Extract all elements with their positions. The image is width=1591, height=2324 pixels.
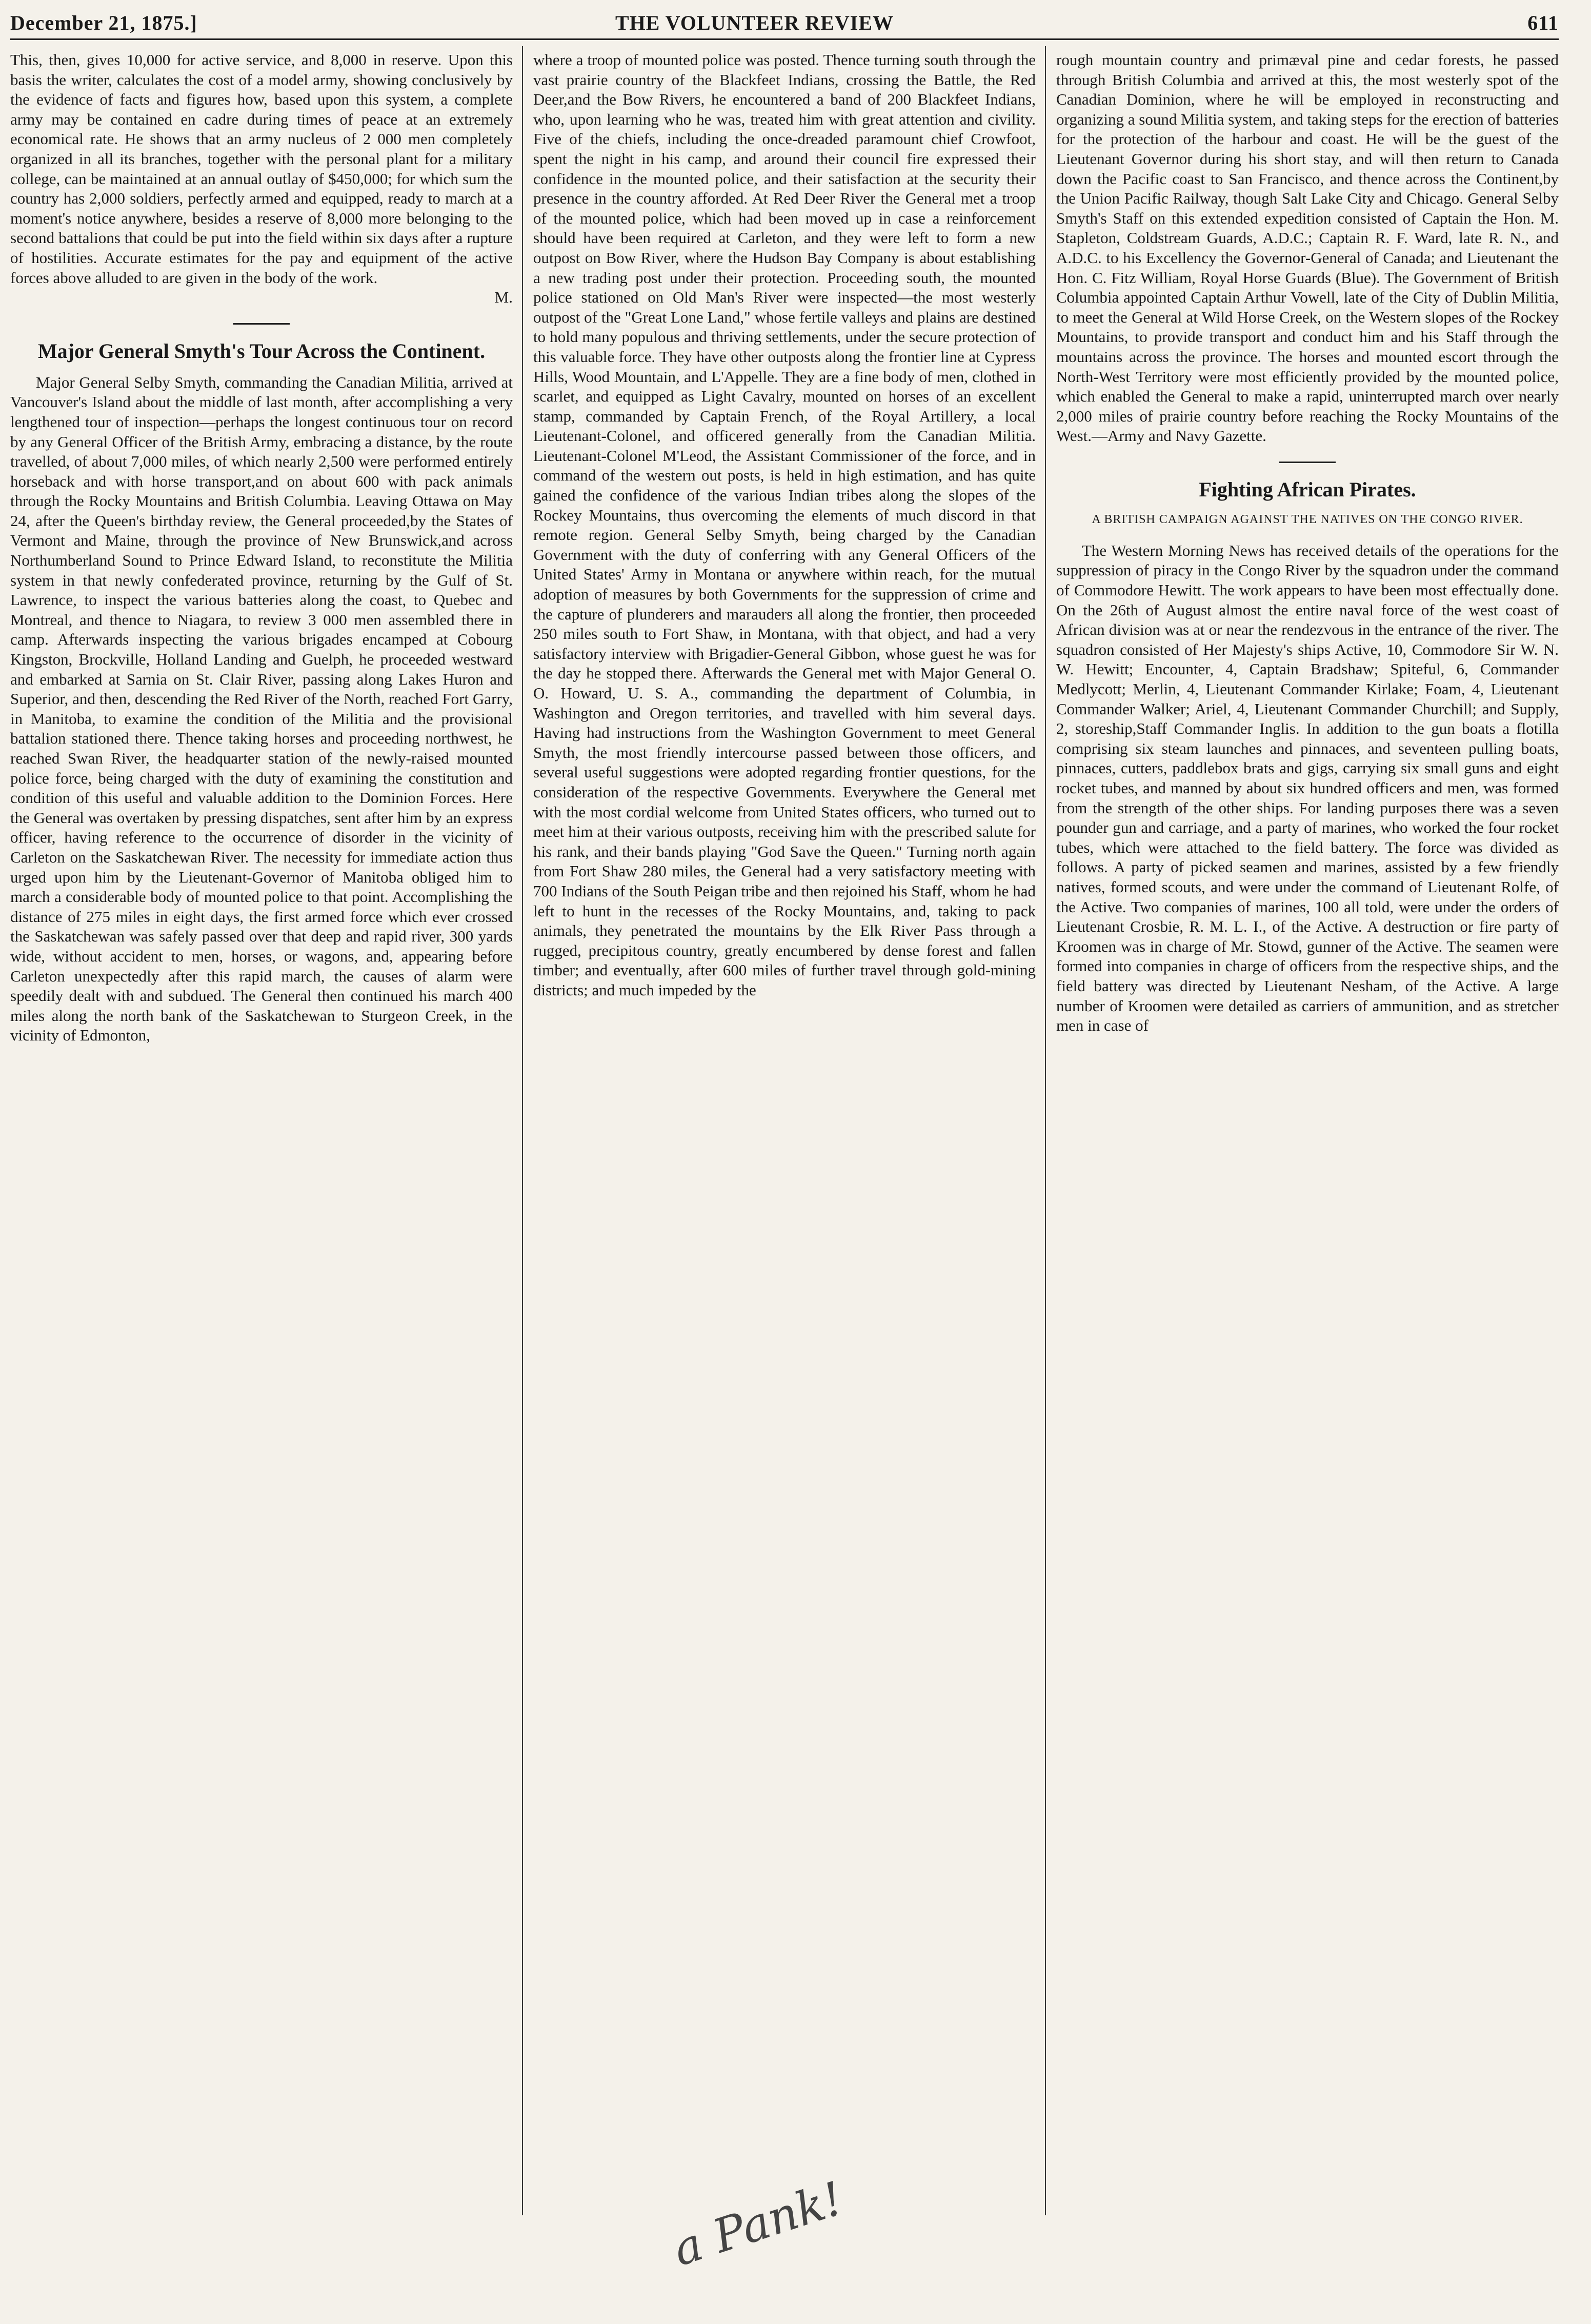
article-2-paragraph-2: where a troop of mounted police was posted. Thence turning south through the vast prairie country of the Blackfeet Indians, crossing the Battle, the Red Deer,and the Bow Rivers, he encountered a band of 200 Blackfeet Indians, who, upon learning who he was, treated him with great attention and civility. Five of the chiefs, including the once-dreaded paramount chief Crowfoot, spent the night in his camp, and around their council fire expressed their confidence in the mounted police, and their satisfaction at the security their presence in the country afforded. At Red Deer River the General met a troop of the mounted police, which had been moved up in case a reinforcement should have been required at Carleton, and they were left to form a new outpost on Bow River, where the Hudson Bay Company is about establishing a new trading post under their protection. Proceeding south, the mounted police stationed on Old Man's River were inspected—the most westerly outpost of the "Great Lone Land," whose fertile valleys and plains are destined to hold many populous and thriving settlements, under the secure protection of this valuable force. They have other outposts along the frontier line at Cypress Hills, Wood Mountain, and L'Appelle. They are a fine body of men, clothed in scarlet, and equipped as Light Cavalry, mounted on horses of an excellent stamp, commanded by Captain French, of the Royal Artillery, a local Lieutenant-Colonel, and officered generally from the Canadian Militia. Lieutenant-Colonel M'Leod, the Assistant Commissioner of the force, and in command of the western out posts, is held in high estimation, and has quite gained the confidence of the various Indian tribes along the slopes of the Rockey Mountains, thus overcoming the elements of much discord in that remote region. General Selby Smyth, being charged by the Canadian Government with the duty of conferring with any General Officers of the United States' Army in Montana or anywhere within reach, for the mutual adoption of measures by both Governments for the suppression of crime and the capture of plunderers and marauders all along the frontier, then proceeded 250 miles south to Fort Shaw, in Montana, with that object, and had a very satisfactory interview with Brigadier-General Gibbon, whose guest he was for the day he stopped there. Afterwards the General met with Major General O. O. Howard, U. S. A., commanding the department of Columbia, in Washington and Oregon territories, and travelled with him several days. Having had instructions from the Washington Government to meet General Smyth, the most friendly intercourse passed between those officers, and several useful suggestions were adopted regarding frontier questions, for the consideration of the respective Governments. Everywhere the General met with the most cordial welcome from United States officers, who turned out to meet him at their various outposts, receiving him with the prescribed salute for his rank, and their bands playing "God Save the Queen." Turning north again from Fort Shaw 280 miles, the General had a very satisfactory meeting with 700 Indians of the South Peigan tribe and then rejoined his Staff, whom he had left to hunt in the recesses of the Rocky Mountains, and, taking to pack animals, they penetrated the mountains by the Elk River Pass through a rugged, precipitous country, greatly encumbered by dense forest and fallen timber; and eventually, after 600 miles of further travel through gold-mining districts; and much impeded by the xyxy=(533,51,1036,999)
publication-title: THE VOLUNTEER REVIEW xyxy=(615,11,894,34)
page-number: 611 xyxy=(1527,11,1559,34)
column-1 xyxy=(10,50,513,2219)
article-1-text: This, then, gives 10,000 for active service, and 8,000 in reserve. Upon this basis the writer, calculates the cost of a model army, showing conclusively by the evidence of facts and figures how, based upon this system, a complete army may be contained en cadre during times of peace at an extremely economical rate. He shows that an army nucleus of 2 000 men completely organized in all its branches, together with the personal plant for a military college, can be maintained at an annual outlay of $450,000; for which sum the country has 2,000 soldiers, perfectly armed and equipped, ready to march at a moment's notice anywhere, besides a reserve of 8,000 more belonging to the second battalions that could be put into the field within six days after a rupture of hostilities. Accurate estimates for the pay and equipment of the active forces above alluded to are given in the body of the work. xyxy=(10,51,513,287)
page-header xyxy=(10,8,1559,40)
column-3 xyxy=(1056,50,1559,2219)
issue-date: December 21, 1875.] xyxy=(10,11,197,34)
article-3-subtitle: A BRITISH CAMPAIGN AGAINST THE NATIVES ON THE CONGO RIVER. xyxy=(1092,512,1523,526)
handwritten-note: a Pank! xyxy=(667,2171,850,2277)
article-1-signature: M. xyxy=(494,288,513,307)
article-3-text: The Western Morning News has received details of the operations for the suppression of piracy in the Congo River by the squadron under the command of Commodore Hewitt. The work appears to have been most effectually done. On the 26th of August almost the entire naval force of the west coast of African division was at or near the rendezvous in the entrance of the river. The squadron consisted of Her Majesty's ships Active, 10, Commodore Sir W. N. W. Hewitt; Encounter, 4, Captain Bradshaw; Spiteful, 6, Commander Medlycott; Merlin, 4, Lieutenant Commander Kirlake; Foam, 4, Lieutenant Commander Walker; Ariel, 4, Lieutenant Commander Churchill; and Supply, 2, storeship,Staff Commander Inglis. In addition to the gun boats a flotilla comprising six steam launches and pinnaces, and seventeen pulling boats, pinnaces, cutters, paddlebox brats and gigs, carrying six small guns and eight rocket tubes, and manned by about six hundred officers and men, was formed from the strength of the other ships. For landing purposes there was a seven pounder gun and carriage, and a party of marines, who worked the four rocket tubes, which were attached to the field battery. The force was divided as follows. A party of picked seamen and marines, assisted by a few friendly natives, formed scouts, and were under the command of Lieutenant Rolfe, of the Active. Two companies of marines, 100 all told, were under the orders of Lieutenant Crosbie, R. M. L. I., of the Active. A destruction or fire party of Kroomen was in charge of Mr. Stowd, gunner of the Active. The seamen were formed into companies in charge of officers from the respective ships, and the field battery was directed by Lieutenant Nesham, of the Active. A large number of Kroomen were detailed as carriers of ammunition, and as stretcher men in case of xyxy=(1056,541,1559,1035)
article-2-title: Major General Smyth's Tour Across the Continent. xyxy=(37,339,486,363)
column-2 xyxy=(533,50,1036,2219)
section-divider xyxy=(233,323,290,325)
article-2-paragraph-3: rough mountain country and primæval pine and cedar forests, he passed through British Columbia and arrived at this, the most westerly spot of the Canadian Dominion, where he will be employed in reconstructing and organizing a sound Militia system, and taking steps for the erection of batteries for the protection of the harbour and coast. He will be the guest of the Lieutenant Governor during his short stay, and will then return to Canada down the Pacific coast to San Francisco, and thence across the Continent,by the Union Pacific Railway, though Salt Lake City and Chicago. General Selby Smyth's Staff on this extended expedition consisted of Captain the Hon. M. Stapleton, Coldstream Guards, A.D.C.; Captain R. F. Ward, late R. N., and A.D.C. to his Excellency the Governor-General of Canada; and Lieutenant the Hon. C. Fitz William, Royal Horse Guards (Blue). The Government of British Columbia appointed Captain Arthur Vowell, late of the City of Dublin Militia, to meet the General at Wild Horse Creek, on the Western slopes of the Rockey Mountains, to provide transport and conduct him and his Staff through the mountains across the province. The horses and mounted escort through the North-West Territory were most efficiently provided by the mounted police, which enabled the General to make a rapid, uninterrupted march over nearly 2,000 miles of prairie country before reaching the Rocky Mountains of the West.—Army and Navy Gazette. xyxy=(1056,51,1559,445)
section-divider xyxy=(1279,462,1336,463)
article-3-title: Fighting African Pirates. xyxy=(1199,477,1416,501)
column-rule-2 xyxy=(1045,46,1046,2215)
article-2-paragraph-1: Major General Selby Smyth, commanding the Canadian Militia, arrived at Vancouver's Island about the middle of last month, after accomplishing a very lengthened tour of inspection—perhaps the longest continuous tour on record by any General Officer of the British Army, embracing a distance, by the route travelled, of about 7,000 miles, of which nearly 2,500 were performed entirely horseback and with horse transport,and on about 600 with pack animals through the Rocky Mountains and British Columbia. Leaving Ottawa on May 24, after the Queen's birthday review, the General proceeded,by the States of Vermont and Maine, through the province of New Brunswick,and across Northumberland Sound to Prince Edward Island, to reconstitute the Militia system in that newly confederated province, returning by the Gulf of St. Lawrence, to inspect the various batteries along the coast, to Quebec and Montreal, and thence to Niagara, to review 3 000 men assembled there in camp. Afterwards inspecting the various brigades encamped at Cobourg Kingston, Brockville, Holland Landing and Guelph, he proceeded westward and embarked at Sarnia on St. Clair River, passing along Lakes Huron and Superior, and then, descending the Red River of the North, reached Fort Garry, in Manitoba, to examine the condition of the Militia and the provisional battalion stationed there. Thence taking horses and proceeding northwest, he reached Swan River, the headquarter station of the newly-raised mounted police force, being charged with the duty of examining the constitution and condition of this useful and valuable addition to the Dominion Forces. Here the General was overtaken by pressing dispatches, sent after him by an express officer, having reference to the occurrence of disorder in the vicinity of Carleton on the Saskatchewan River. The necessity for immediate action thus urged upon him by the Lieutenant-Governor of Manitoba obliged him to march a considerable body of mounted police to that point. Accomplishing the distance of 275 miles in eight days, the first armed force which ever crossed the Saskatchewan was safely passed over that deep and rapid river, 300 yards wide, without accident to men, horses, or wagons, and, appearing before Carleton unexpectedly after this rapid march, the causes of alarm were speedily dealt with and subdued. The General then continued his march 400 miles along the north bank of the Saskatchewan to Sturgeon Creek, in the vicinity of Edmonton, xyxy=(10,373,513,1045)
column-rule-1 xyxy=(522,46,523,2215)
